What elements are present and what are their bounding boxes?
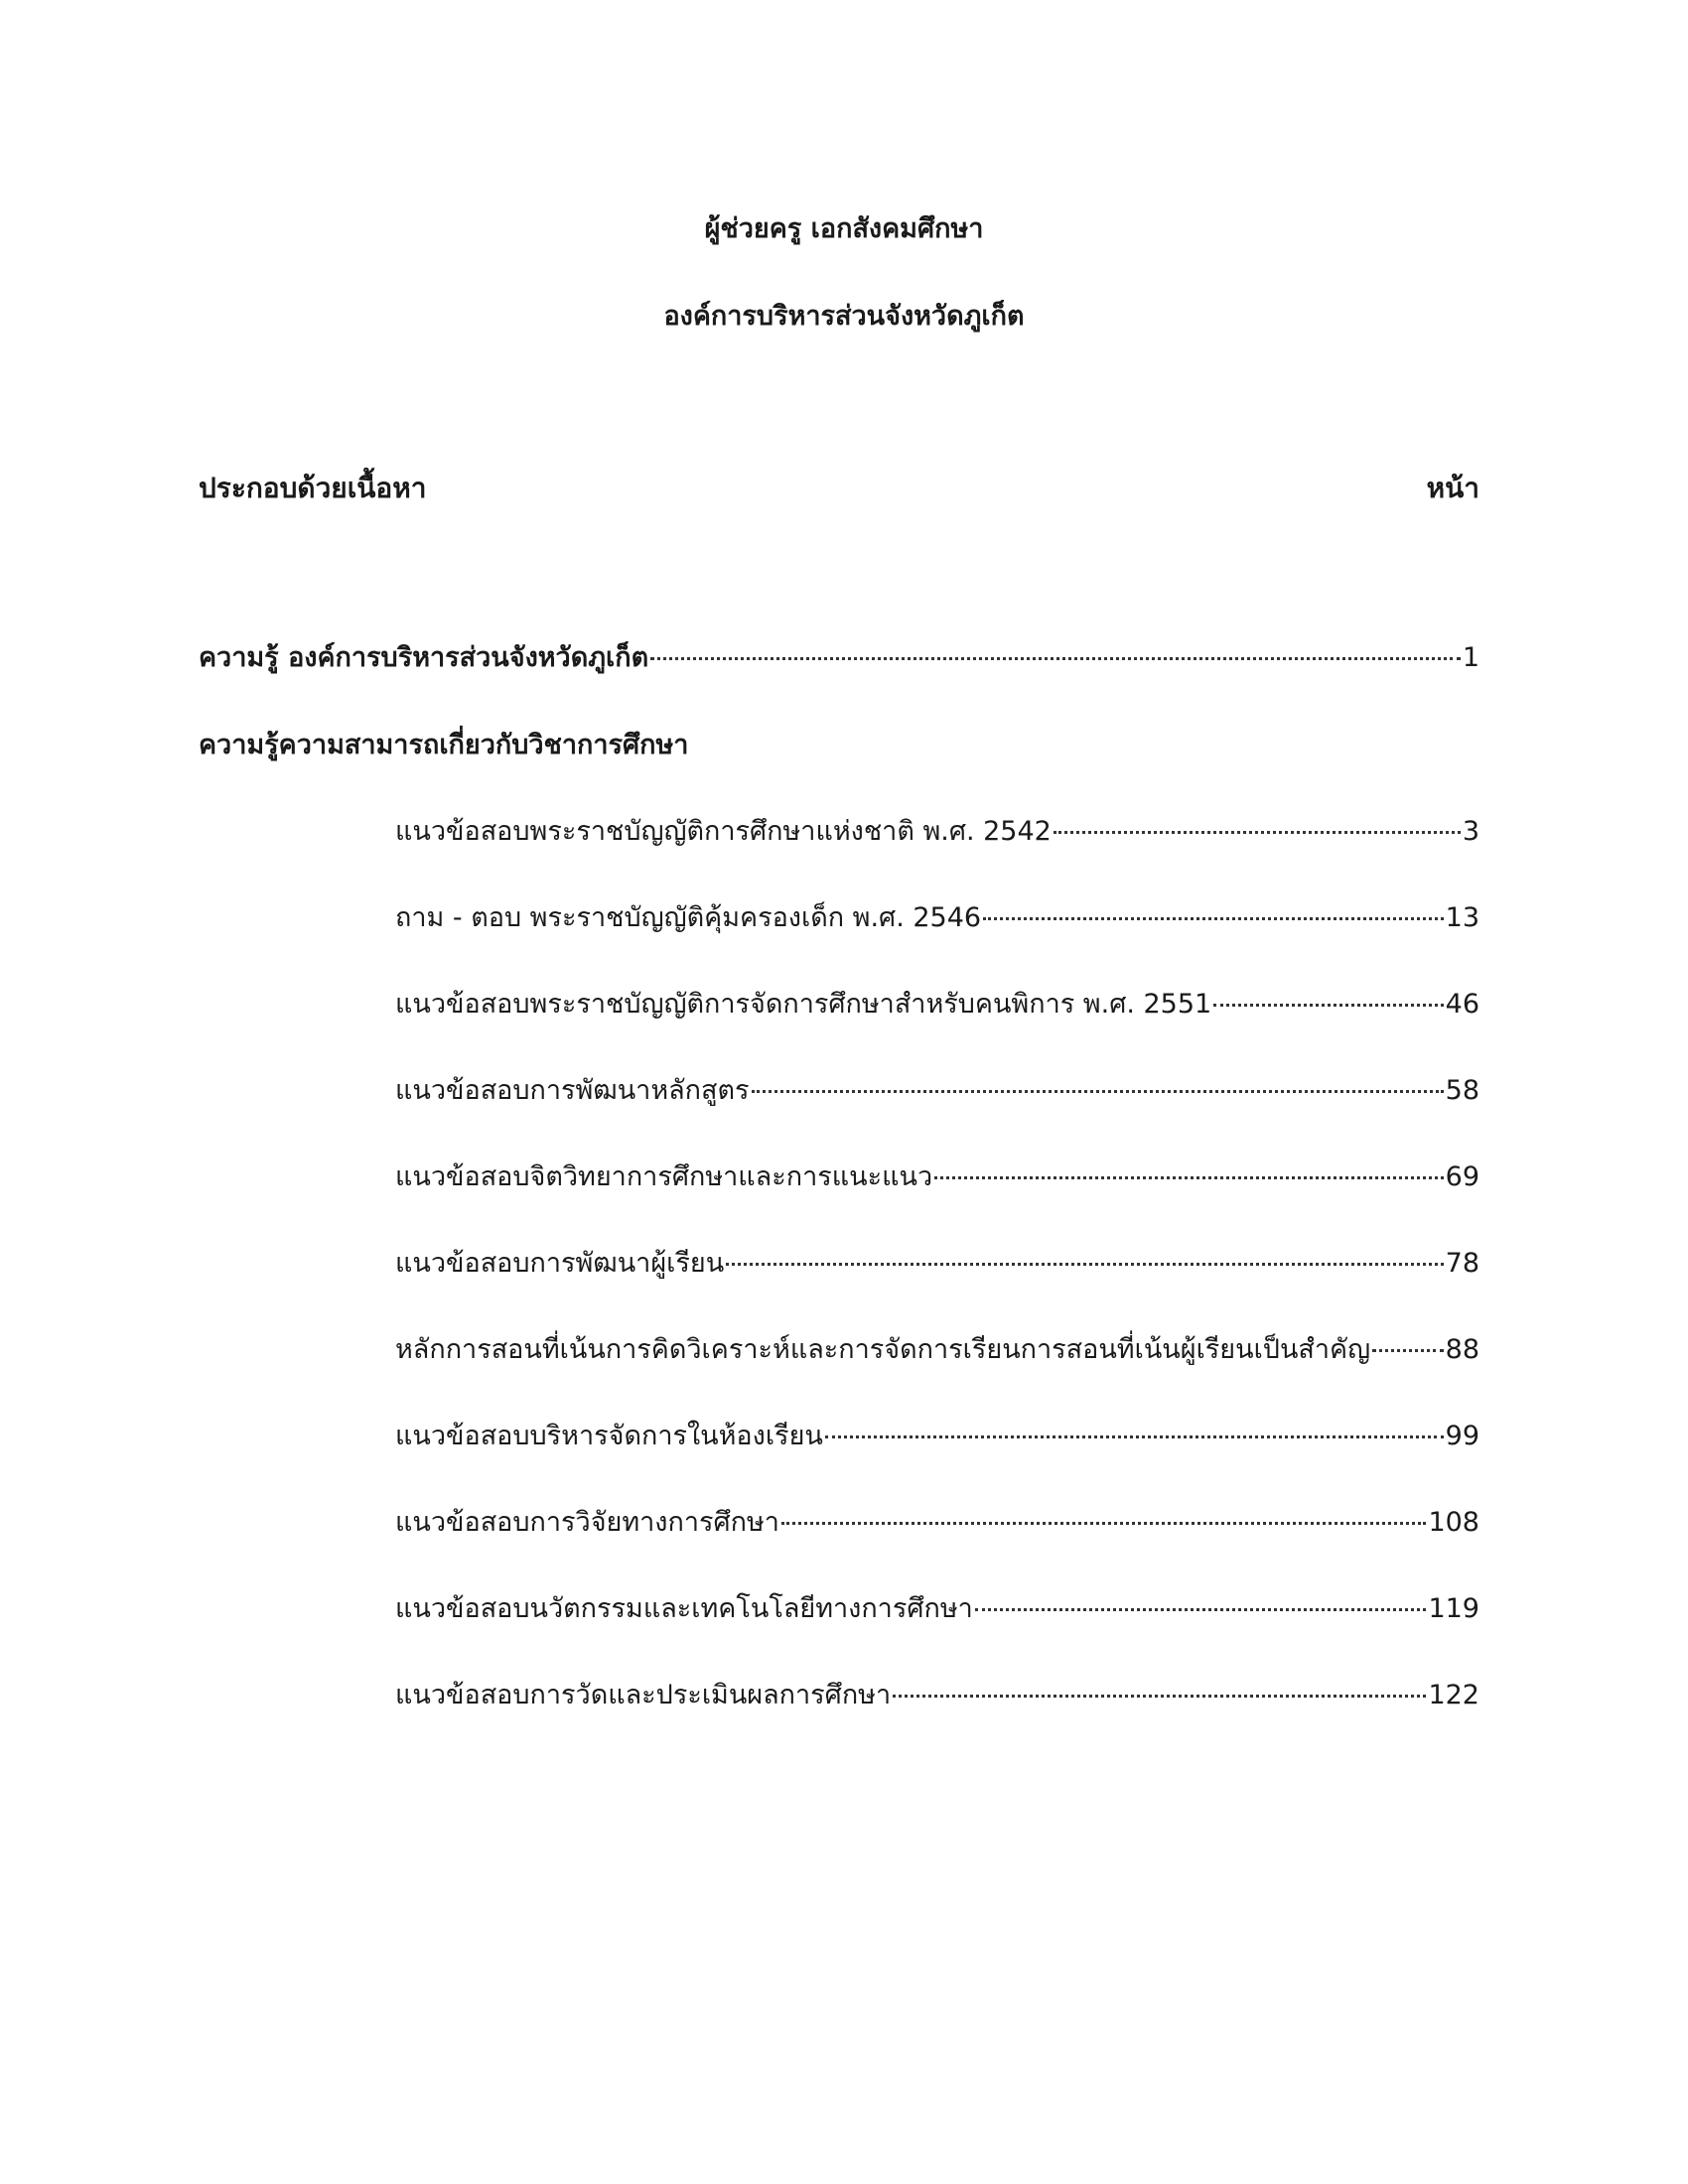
toc-entry bbox=[395, 1155, 1479, 1197]
toc-leader-dots bbox=[893, 1695, 1426, 1698]
toc-entry-page: 122 bbox=[1428, 1680, 1479, 1710]
toc-entry bbox=[395, 1500, 1479, 1543]
toc-leader-dots bbox=[934, 1176, 1444, 1179]
toc-entry-page: 3 bbox=[1462, 816, 1479, 847]
toc-entry-page: 78 bbox=[1445, 1248, 1479, 1279]
toc-entry bbox=[395, 1327, 1479, 1370]
section-heading: ความรู้ความสามารถเกี่ยวกับวิชาการศึกษา bbox=[199, 730, 689, 760]
toc-leader-dots bbox=[975, 1608, 1427, 1611]
toc-entry-label: แนวข้อสอบบริหารจัดการในห้องเรียน bbox=[395, 1421, 823, 1451]
toc-leader-dots bbox=[825, 1435, 1444, 1438]
toc-entry-page: 99 bbox=[1445, 1421, 1479, 1451]
toc-leader-dots bbox=[781, 1522, 1427, 1525]
toc-contents-label: ประกอบด้วยเนื้อหา bbox=[199, 472, 427, 504]
toc-entry-page: 58 bbox=[1445, 1075, 1479, 1106]
toc-entry-label: แนวข้อสอบการพัฒนาหลักสูตร bbox=[395, 1075, 750, 1106]
toc-entry-page: 1 bbox=[1462, 642, 1479, 673]
toc-entry bbox=[395, 1673, 1479, 1715]
toc-leader-dots bbox=[650, 657, 1461, 660]
toc-entry bbox=[395, 895, 1479, 938]
toc-entry bbox=[395, 982, 1479, 1024]
toc-entry bbox=[395, 1586, 1479, 1629]
toc-entry-page: 46 bbox=[1445, 989, 1479, 1020]
toc-entry-label: หลักการสอนที่เน้นการคิดวิเคราะห์และการจัดการเรียนการสอนที่เน้นผู้เรียนเป็นสำคัญ bbox=[395, 1334, 1371, 1365]
toc-leader-dots bbox=[983, 917, 1444, 920]
toc-entry-label: ความรู้ องค์การบริหารส่วนจังหวัดภูเก็ต bbox=[199, 642, 649, 673]
toc-entry-page: 119 bbox=[1428, 1593, 1479, 1624]
toc-leader-dots bbox=[1054, 831, 1461, 834]
toc-entry bbox=[395, 809, 1479, 852]
toc-entry-label: แนวข้อสอบนวัตกรรมและเทคโนโลยีทางการศึกษา bbox=[395, 1593, 973, 1624]
toc-entry-label: แนวข้อสอบการวิจัยทางการศึกษา bbox=[395, 1507, 779, 1538]
toc-entry-page: 69 bbox=[1445, 1161, 1479, 1192]
toc-entry-page: 13 bbox=[1445, 902, 1479, 933]
toc-entry-label: แนวข้อสอบการวัดและประเมินผลการศึกษา bbox=[395, 1680, 892, 1710]
toc-entry bbox=[395, 1068, 1479, 1111]
toc-entry bbox=[395, 1241, 1479, 1284]
toc-entry-page: 88 bbox=[1445, 1334, 1479, 1365]
toc-leader-dots bbox=[726, 1263, 1443, 1266]
toc-entry bbox=[395, 1414, 1479, 1456]
toc-leader-dots bbox=[1213, 1004, 1443, 1007]
toc-page-label: หน้า bbox=[1426, 472, 1479, 504]
toc-leader-dots bbox=[752, 1090, 1444, 1093]
toc-entry-label: แนวข้อสอบพระราชบัญญัติการจัดการศึกษาสำหรับคนพิการ พ.ศ. 2551 bbox=[395, 989, 1212, 1020]
document-subtitle: องค์การบริหารส่วนจังหวัดภูเก็ต bbox=[663, 301, 1025, 332]
toc-entry-label: แนวข้อสอบจิตวิทยาการศึกษาและการแนะแนว bbox=[395, 1161, 933, 1192]
toc-entry-main bbox=[199, 635, 1479, 678]
toc-leader-dots bbox=[1372, 1349, 1444, 1352]
toc-entry-label: แนวข้อสอบการพัฒนาผู้เรียน bbox=[395, 1248, 725, 1279]
toc-entry-label: แนวข้อสอบพระราชบัญญัติการศึกษาแห่งชาติ พ.ศ. 2542 bbox=[395, 816, 1052, 847]
document-title: ผู้ช่วยครู เอกสังคมศึกษา bbox=[704, 213, 984, 244]
toc-entry-label: ถาม - ตอบ พระราชบัญญัติคุ้มครองเด็ก พ.ศ. 2546 bbox=[395, 902, 982, 933]
toc-entry-page: 108 bbox=[1428, 1507, 1479, 1538]
